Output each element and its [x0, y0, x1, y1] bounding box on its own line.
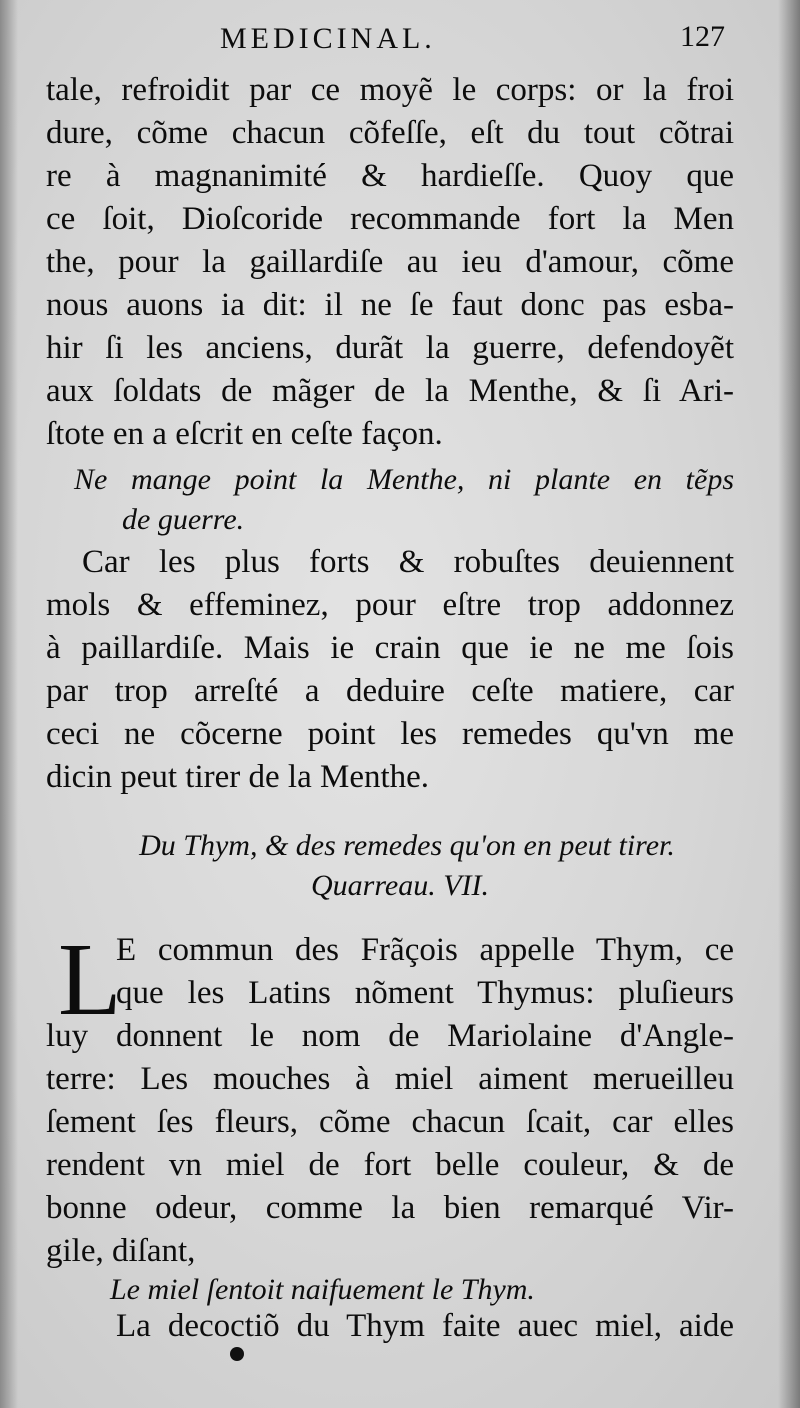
text-line: Car les plus forts & robuſtes deuiennent [82, 544, 734, 580]
text-line: dicin peut tirer de la Menthe. [46, 759, 430, 795]
text-line: gile, diſant, [46, 1233, 196, 1269]
text-line: dure, cõme chacun cõfeſſe, eſt du tout cõtrai [46, 115, 734, 151]
quotation-line: Le miel ſentoit naifuement le Thym. [110, 1273, 535, 1306]
text-line: ceci ne cõcerne point les remedes qu'vn me [46, 716, 734, 752]
section-subtitle: Quarreau. VII. [310, 869, 490, 902]
text-line: luy donnent le nom de Mariolaine d'Angle- [46, 1018, 734, 1054]
text-line: à paillardiſe. Mais ie crain que ie ne me ſois [46, 630, 734, 666]
text-line: ce ſoit, Dioſcoride recommande fort la Men [46, 201, 734, 237]
text-line: hir ſi les anciens, durãt la guerre, defendoyẽt [46, 330, 734, 366]
text-line: re à magnanimité & hardieſſe. Quoy que [46, 158, 734, 194]
text-line: La decoctiõ du Thym faite auec miel, aide [116, 1308, 734, 1344]
quotation-line: Ne mange point la Menthe, ni plante en tẽps [74, 463, 734, 496]
running-title: MEDICINAL. [220, 22, 436, 55]
ink-dot [230, 1347, 244, 1361]
text-line: ſement ſes fleurs, cõme chacun ſcait, car elles [46, 1104, 734, 1140]
page-header [0, 18, 800, 62]
text-line: que les Latins nõment Thymus: pluſieurs [116, 975, 734, 1011]
section-title: Du Thym, & des remedes qu'on en peut tirer. [139, 829, 675, 862]
text-line: E commun des Frãçois appelle Thym, ce [116, 932, 734, 968]
drop-cap: L [58, 922, 122, 1037]
quotation-line: de guerre. [122, 503, 245, 536]
text-line: ſtote en a eſcrit en ceſte façon. [46, 416, 443, 452]
text-line: terre: Les mouches à miel aiment merueilleu [46, 1061, 734, 1097]
text-line: aux ſoldats de mãger de la Menthe, & ſi Ari- [46, 373, 734, 409]
text-line: nous auons ia dit: il ne ſe faut donc pas esba- [46, 287, 734, 323]
text-line: mols & effeminez, pour eſtre trop addonnez [46, 587, 734, 623]
text-line: par trop arreſté a deduire ceſte matiere, car [46, 673, 734, 709]
page-number: 127 [680, 20, 725, 53]
text-line: rendent vn miel de fort belle couleur, & de [46, 1147, 734, 1183]
text-line: bonne odeur, comme la bien remarqué Vir- [46, 1190, 734, 1226]
text-line: tale, refroidit par ce moyẽ le corps: or la froi [46, 72, 734, 108]
text-line: the, pour la gaillardiſe au ieu d'amour, cõme [46, 244, 734, 280]
